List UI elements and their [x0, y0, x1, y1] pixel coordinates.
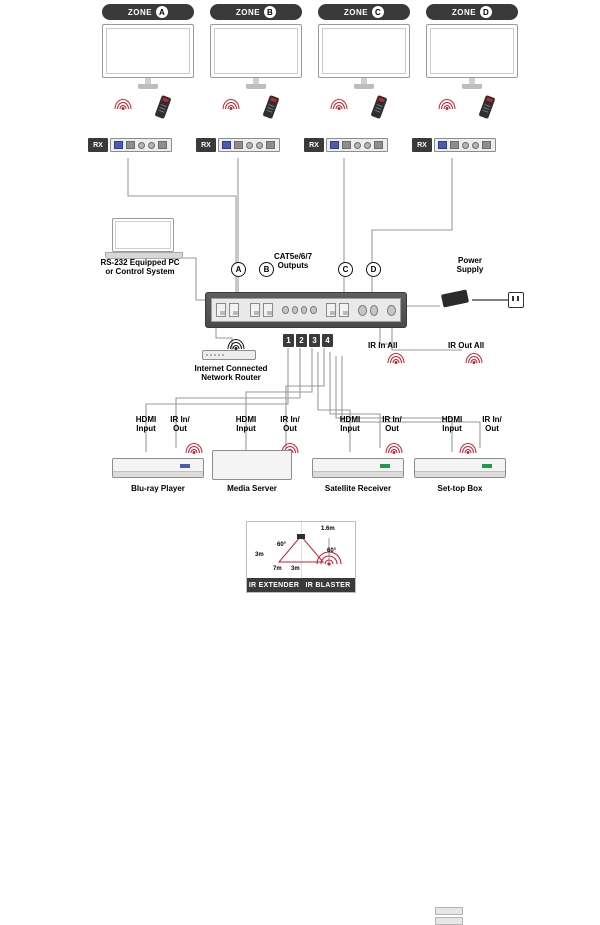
media-server [212, 450, 292, 480]
zone-c-pill [318, 4, 410, 20]
zone-d-pill [426, 4, 518, 20]
input-number-1: 1 [283, 334, 294, 347]
zone-a-group [102, 4, 194, 89]
zone-c-rx-label: RX [304, 138, 324, 152]
zone-a-ir-blaster-icon [158, 96, 168, 118]
zone-a-rx [88, 138, 172, 152]
source-1-ir-label: IR In/ Out [170, 415, 190, 434]
ir-port [148, 142, 155, 149]
ir-port [472, 142, 479, 149]
cat-port [126, 141, 135, 149]
zone-b-ir-receiver-icon [223, 98, 239, 109]
zone-b-tv [210, 24, 302, 78]
input-number-2: 2 [296, 334, 307, 347]
source-3-ir-icon [386, 442, 402, 453]
zone-a-letter: A [156, 6, 168, 18]
input-number-3: 3 [309, 334, 320, 347]
zone-a-tv [102, 24, 194, 78]
source-1-ir-icon [186, 442, 202, 453]
zone-d-group [426, 4, 518, 89]
ir-in-all-icon [388, 352, 404, 363]
source-4-ir-label: IR In/ Out [482, 415, 502, 434]
zone-d-letter: D [480, 6, 492, 18]
source-1-hdmi-label: HDMI Input [135, 415, 157, 434]
zone-a-rx-label: RX [88, 138, 108, 152]
network-router [202, 350, 256, 360]
output-badge-a: A [231, 262, 246, 277]
ir-in-all-jack [358, 305, 367, 316]
zone-b-rx-label: RX [196, 138, 216, 152]
tv-stand [138, 84, 158, 89]
set-top-box-indicator [482, 464, 492, 468]
extender-dim-left: 3m [255, 552, 264, 558]
ir-port [354, 142, 361, 149]
power-plug-icon [508, 292, 524, 308]
blu-ray-tray-indicator [180, 464, 190, 468]
set-top-box-label: Set-top Box [437, 484, 483, 493]
output-a-port [250, 303, 260, 317]
cat-outputs-title: CAT5e/6/7 Outputs [273, 252, 313, 271]
network-router-antenna [228, 338, 244, 349]
zone-b-rx [196, 138, 280, 152]
ir-port [462, 142, 469, 149]
source-4-hdmi-label: HDMI Input [441, 415, 463, 434]
hdmi-port [330, 141, 339, 149]
ir-in-all-label: IR In All [368, 341, 398, 350]
ir-port [246, 142, 253, 149]
output-d-port [339, 303, 349, 317]
control-pc [112, 218, 183, 259]
legend-titles [247, 578, 355, 592]
hdmi-matrix-switch[interactable] [205, 292, 407, 328]
source-4-ir-icon [460, 442, 476, 453]
hdmi-port [438, 141, 447, 149]
extender-dim-angle: 60° [277, 542, 287, 548]
blaster-dim-angle: 60° [327, 548, 337, 554]
cat-port [234, 141, 243, 149]
source-3-ir-label: IR In/ Out [382, 415, 402, 434]
output-b-port [263, 303, 273, 317]
zone-c-group [318, 4, 410, 89]
input-number-4: 4 [322, 334, 333, 347]
blaster-dim-distance: 1.6m [321, 526, 335, 532]
matrix-rear-panel [211, 298, 401, 322]
zone-d-rx [412, 138, 496, 152]
zone-d-ir-blaster-icon [482, 96, 492, 118]
power-port [374, 141, 383, 149]
zone-b-ir-blaster-icon [266, 96, 276, 118]
media-server-label: Media Server [227, 484, 277, 493]
laptop-screen [112, 218, 174, 252]
extender-dim-depth: 7m [273, 566, 282, 572]
output-c-port [326, 303, 336, 317]
source-2-hdmi-label: HDMI Input [235, 415, 257, 434]
ir-port [138, 142, 145, 149]
tv-stand [246, 84, 266, 89]
ir-port [256, 142, 263, 149]
zone-c-ir-receiver-icon [331, 98, 347, 109]
zone-a-label: ZONE [127, 7, 153, 17]
source-3-hdmi-label: HDMI Input [339, 415, 361, 434]
satellite-receiver [312, 458, 404, 478]
hdmi-port [222, 141, 231, 149]
zone-b-label: ZONE [235, 7, 261, 17]
satellite-receiver-indicator [380, 464, 390, 468]
satellite-receiver-label: Satellite Receiver [324, 484, 392, 493]
ir-out-all-jack [370, 305, 379, 316]
ir-blaster-legend-icon [307, 536, 351, 575]
power-port [266, 141, 275, 149]
legend-box [246, 521, 356, 593]
dc-power-jack [387, 305, 396, 316]
zone-d-rx-label: RX [412, 138, 432, 152]
extender-dim-right: 3m [291, 566, 300, 572]
power-port [482, 141, 491, 149]
source-2-ir-label: IR In/ Out [280, 415, 300, 434]
output-badge-d: D [366, 262, 381, 277]
zone-c-ir-blaster-icon [374, 96, 384, 118]
input-1-ir-jack [282, 306, 288, 314]
hdmi-port [114, 141, 123, 149]
control-pc-label: RS-232 Equipped PC or Control System [100, 258, 180, 277]
zone-d-tv [426, 24, 518, 78]
legend-extender-title: IR EXTENDER [248, 581, 300, 589]
legend-blaster-title: IR BLASTER [305, 581, 351, 589]
zone-c-rx [304, 138, 388, 152]
zone-a-ir-receiver-icon [115, 98, 131, 109]
tv-stand [462, 84, 482, 89]
power-supply-label: Power Supply [456, 256, 484, 275]
rs232-port [216, 303, 226, 317]
ir-port [364, 142, 371, 149]
power-port [158, 141, 167, 149]
zone-c-tv [318, 24, 410, 78]
cat-port [450, 141, 459, 149]
zone-c-letter: C [372, 6, 384, 18]
zone-c-label: ZONE [343, 7, 369, 17]
blu-ray-player-label: Blu-ray Player [131, 484, 185, 493]
zone-a-pill [102, 4, 194, 20]
set-top-box [414, 458, 506, 478]
output-badge-b: B [259, 262, 274, 277]
output-badge-c: C [338, 262, 353, 277]
zone-b-pill [210, 4, 302, 20]
tv-stand [354, 84, 374, 89]
blu-ray-player [112, 458, 204, 478]
power-supply-brick [441, 289, 469, 307]
zone-b-letter: B [264, 6, 276, 18]
input-3-ir-jack [301, 306, 307, 314]
input-2-ir-jack [292, 306, 298, 314]
ir-out-all-icon [466, 352, 482, 363]
zone-d-label: ZONE [451, 7, 477, 17]
lan-port [229, 303, 239, 317]
zone-d-ir-receiver-icon [439, 98, 455, 109]
ir-out-all-label: IR Out All [448, 341, 485, 350]
network-router-label: Internet Connected Network Router [194, 364, 268, 383]
zone-b-group [210, 4, 302, 89]
cat-port [342, 141, 351, 149]
input-4-ir-jack [310, 306, 316, 314]
